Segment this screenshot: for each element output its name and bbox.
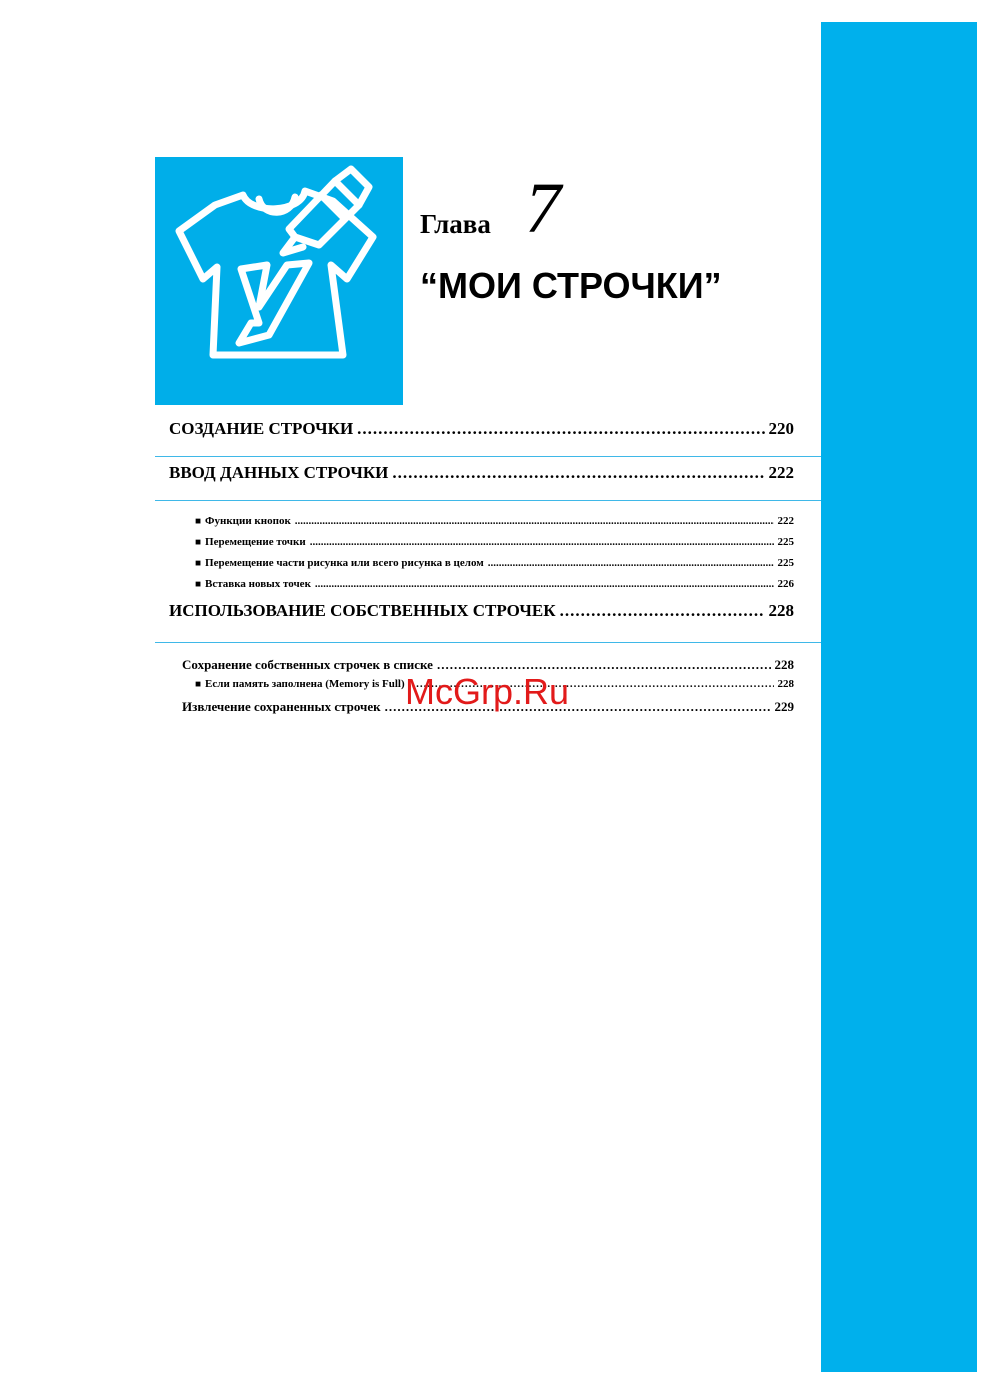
toc-leader-dots bbox=[488, 557, 774, 569]
toc-subentry-page: 228 bbox=[774, 657, 794, 672]
toc-entry-page: 228 bbox=[768, 601, 794, 620]
bullet-square-icon: ■ bbox=[195, 516, 202, 527]
toc-subentry-title: Вставка новых точек bbox=[205, 578, 311, 590]
toc-subentry-page: 226 bbox=[777, 578, 794, 590]
toc-entry[interactable] bbox=[169, 463, 794, 483]
toc-section-3 bbox=[155, 603, 821, 643]
toc-subentry[interactable] bbox=[195, 536, 794, 557]
toc-leader-dots bbox=[295, 515, 774, 527]
toc-leader-dots bbox=[310, 536, 774, 548]
watermark-text: McGrp.Ru bbox=[405, 671, 570, 712]
bullet-square-icon: ■ bbox=[195, 679, 202, 690]
toc-leader-dots bbox=[357, 419, 764, 439]
toc-entry-page: 222 bbox=[768, 463, 794, 482]
toc-subentry-page: 228 bbox=[777, 678, 794, 690]
toc-subentry-page: 222 bbox=[777, 515, 794, 527]
bullet-square-icon: ■ bbox=[195, 558, 202, 569]
toc-subentry-title: Если память заполнена (Memory is Full) bbox=[205, 678, 405, 690]
toc-leader-dots bbox=[315, 578, 774, 590]
side-color-band bbox=[821, 22, 977, 1372]
toc-entry-page: 220 bbox=[768, 419, 794, 438]
toc-subentry[interactable] bbox=[195, 515, 794, 536]
toc-subentry-page: 225 bbox=[777, 557, 794, 569]
toc-subentry[interactable] bbox=[195, 578, 794, 599]
toc-section-1 bbox=[155, 413, 821, 457]
toc-subentry-title: Извлечение сохраненных строчек bbox=[182, 699, 381, 714]
chapter-label: Глава bbox=[420, 209, 491, 239]
toc-subentry[interactable] bbox=[195, 557, 794, 578]
toc-leader-dots bbox=[560, 601, 765, 621]
toc-subentry-title: Сохранение собственных строчек в списке bbox=[182, 657, 433, 672]
bullet-square-icon: ■ bbox=[195, 579, 202, 590]
toc-subsection-list bbox=[155, 501, 821, 603]
toc-subentry-title: Функции кнопок bbox=[205, 515, 291, 527]
toc-subentry-page: 225 bbox=[777, 536, 794, 548]
chapter-title: “МОИ СТРОЧКИ” bbox=[420, 265, 722, 306]
toc-entry-title: ИСПОЛЬЗОВАНИЕ СОБСТВЕННЫХ СТРОЧЕК bbox=[169, 601, 556, 620]
toc-subentry-page: 229 bbox=[774, 699, 794, 714]
toc-section-2 bbox=[155, 457, 821, 501]
toc-entry[interactable] bbox=[169, 601, 794, 621]
chapter-number: 7 bbox=[525, 168, 561, 248]
toc-subentry-title: Перемещение части рисунка или всего рисунка в целом bbox=[205, 557, 484, 569]
bullet-square-icon: ■ bbox=[195, 537, 202, 548]
toc-subentry-title: Перемещение точки bbox=[205, 536, 306, 548]
toc-leader-dots bbox=[392, 463, 764, 483]
toc-entry[interactable] bbox=[169, 419, 794, 439]
toc-entry-title: СОЗДАНИЕ СТРОЧКИ bbox=[169, 419, 354, 438]
shirt-with-pencil-icon bbox=[155, 157, 403, 405]
toc-entry-title: ВВОД ДАННЫХ СТРОЧКИ bbox=[169, 463, 389, 482]
